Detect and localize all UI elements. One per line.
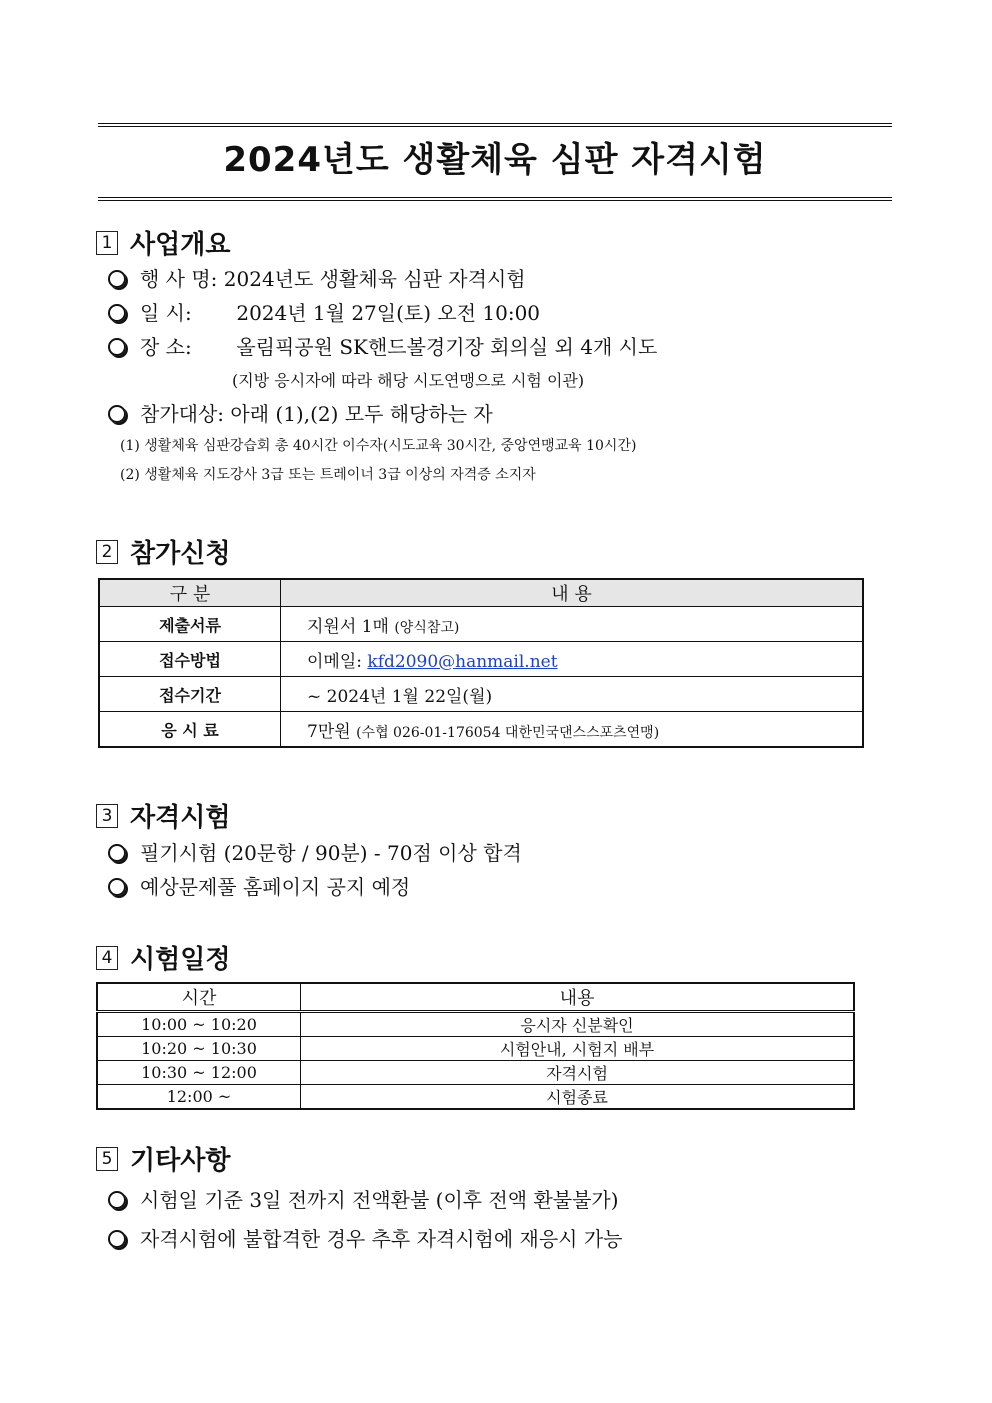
email-link[interactable]: kfd2090@hanmail.net — [367, 651, 558, 672]
circle-bullet-icon — [108, 304, 126, 322]
condition-1: (1) 생활체육 심판강습회 총 40시간 이수자(시도교육 30시간, 중앙연맹교육 10시간) — [120, 438, 637, 454]
row-value: ~ 2024년 1월 22일(월) — [281, 677, 864, 712]
row-value — [281, 607, 864, 642]
circle-bullet-icon — [108, 1191, 126, 1209]
table-row — [97, 1061, 854, 1085]
column-header: 내용 — [301, 983, 855, 1012]
label: 참가대상: — [140, 402, 225, 426]
label: 행 사 명: — [140, 267, 218, 291]
section-heading-1 — [96, 224, 230, 261]
table-row — [99, 712, 863, 748]
section-number: 1 — [96, 231, 118, 255]
schedule-content: 자격시험 — [301, 1061, 855, 1085]
table-header-row — [99, 579, 863, 607]
column-header: 구 분 — [99, 579, 281, 607]
application-table — [98, 578, 864, 748]
circle-bullet-icon — [108, 270, 126, 288]
etc-text: 자격시험에 불합격한 경우 추후 자격시험에 재응시 가능 — [140, 1227, 623, 1251]
schedule-table — [96, 982, 855, 1110]
value: 2024년도 생활체육 심판 자격시험 — [223, 267, 526, 291]
section-title: 자격시험 — [130, 803, 231, 833]
section-heading-4 — [96, 939, 230, 976]
section-number: 3 — [96, 804, 118, 828]
table-row — [97, 1085, 854, 1110]
section-heading-3 — [96, 797, 230, 834]
value-note: (양식참고) — [394, 619, 460, 636]
overview-event — [108, 263, 526, 292]
section-number: 4 — [96, 946, 118, 970]
overview-place — [108, 331, 657, 360]
row-value — [281, 712, 864, 748]
value: 2024년 1월 27일(토) 오전 10:00 — [236, 301, 541, 325]
value-text: 7만원 — [307, 721, 351, 742]
value-text: 이메일: — [307, 651, 368, 672]
row-key: 접수기간 — [99, 677, 281, 712]
schedule-time: 10:00 ~ 10:20 — [97, 1012, 301, 1037]
schedule-time: 12:00 ~ — [97, 1085, 301, 1110]
etc-text: 시험일 기준 3일 전까지 전액환불 (이후 전액 환불불가) — [140, 1188, 619, 1212]
table-row — [99, 677, 863, 712]
exam-line-2 — [108, 871, 410, 900]
overview-place-note: (지방 응시자에 따라 해당 시도연맹으로 시험 이관) — [232, 371, 585, 390]
section-title: 사업개요 — [130, 230, 231, 260]
section-number: 5 — [96, 1147, 118, 1171]
row-key: 제출서류 — [99, 607, 281, 642]
label: 장 소: — [140, 335, 192, 359]
table-row — [97, 1012, 854, 1037]
row-key: 응 시 료 — [99, 712, 281, 748]
value: 올림픽공원 SK핸드볼경기장 회의실 외 4개 시도 — [236, 335, 658, 359]
table-row — [99, 607, 863, 642]
row-key: 접수방법 — [99, 642, 281, 677]
document-title: 2024년도 생활체육 심판 자격시험 — [223, 140, 767, 180]
exam-line-1 — [108, 837, 522, 866]
circle-bullet-icon — [108, 878, 126, 896]
circle-bullet-icon — [108, 1230, 126, 1248]
etc-line-1 — [108, 1184, 619, 1213]
table-row — [99, 642, 863, 677]
table-header-row — [97, 983, 854, 1012]
etc-line-2 — [108, 1223, 623, 1252]
exam-text: 예상문제풀 홈페이지 공지 예정 — [140, 875, 411, 899]
schedule-content: 시험종료 — [301, 1085, 855, 1110]
section-heading-2 — [96, 533, 230, 570]
circle-bullet-icon — [108, 844, 126, 862]
value-text: 지원서 1매 — [307, 616, 389, 637]
document-title-box — [98, 123, 892, 201]
label: 일 시: — [140, 301, 192, 325]
schedule-time: 10:20 ~ 10:30 — [97, 1037, 301, 1061]
exam-text: 필기시험 (20문항 / 90분) - 70점 이상 합격 — [140, 841, 522, 865]
section-number: 2 — [96, 540, 118, 564]
column-header: 시간 — [97, 983, 301, 1012]
circle-bullet-icon — [108, 338, 126, 356]
row-value — [281, 642, 864, 677]
condition-2: (2) 생활체육 지도강사 3급 또는 트레이너 3급 이상의 자격증 소지자 — [120, 467, 536, 483]
column-header: 내 용 — [281, 579, 864, 607]
value-note: (수협 026-01-176054 대한민국댄스스포츠연맹) — [356, 724, 660, 741]
section-title: 참가신청 — [130, 539, 231, 569]
section-title: 시험일정 — [130, 945, 231, 975]
section-heading-5 — [96, 1140, 230, 1177]
value: 아래 (1),(2) 모두 해당하는 자 — [230, 402, 493, 426]
schedule-content: 시험안내, 시험지 배부 — [301, 1037, 855, 1061]
schedule-time: 10:30 ~ 12:00 — [97, 1061, 301, 1085]
section-title: 기타사항 — [130, 1146, 231, 1176]
schedule-content: 응시자 신분확인 — [301, 1012, 855, 1037]
circle-bullet-icon — [108, 405, 126, 423]
overview-target — [108, 398, 493, 427]
table-row — [97, 1037, 854, 1061]
overview-date — [108, 297, 540, 326]
